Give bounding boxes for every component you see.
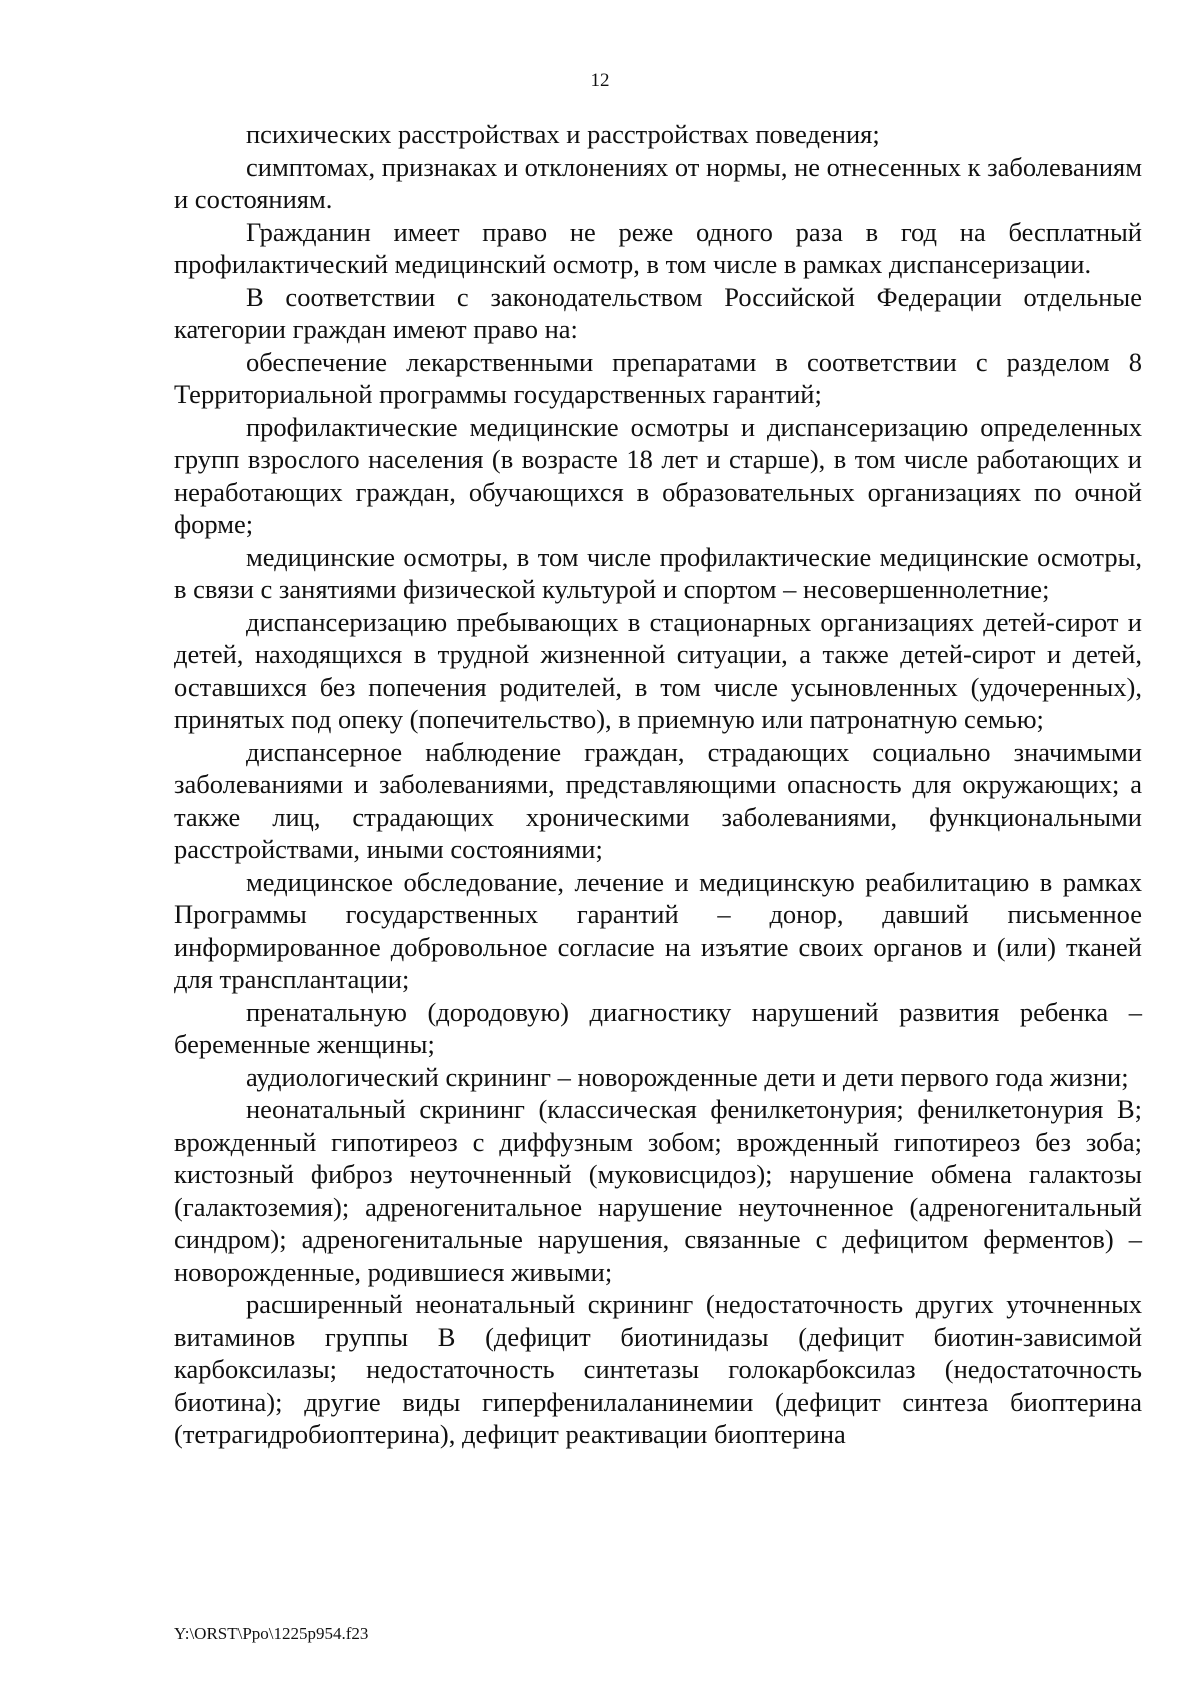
paragraph: аудиологический скрининг – новорожденные дети и дети первого года жизни; bbox=[246, 1061, 1129, 1092]
paragraph: расширенный неонатальный скрининг (недостаточность других уточненных витаминов группы B (дефицит биотинидазы (дефицит биотин-зависимой карбоксилазы; недостаточность синтетазы голокарбоксилаз (недостаточность биотина); другие виды гиперфенилаланинемии (дефицит синтеза биоптерина (тетрагидробиоптерина), дефицит реактивации биоптерина bbox=[174, 1289, 1142, 1449]
paragraph: симптомах, признаках и отклонениях от нормы, не отнесенных к заболеваниям и состояниям. bbox=[174, 151, 1142, 214]
paragraph: медицинское обследование, лечение и медицинскую реабилитацию в рамках Программы государственных гарантий – донор, давший письменное информированное добровольное согласие на изъятие своих органов и (или) тканей для трансплантации; bbox=[174, 866, 1142, 994]
paragraph: медицинские осмотры, в том числе профилактические медицинские осмотры, в связи с занятиями физической культурой и спортом – несовершеннолетние; bbox=[174, 541, 1142, 604]
paragraph: В соответствии с законодательством Российской Федерации отдельные категории граждан имеют право на: bbox=[174, 281, 1142, 344]
paragraph: профилактические медицинские осмотры и диспансеризацию определенных групп взрослого населения (в возрасте 18 лет и старше), в том числе работающих и неработающих граждан, обучающихся в образовательных организациях по очной форме; bbox=[174, 411, 1142, 539]
paragraph: обеспечение лекарственными препаратами в соответствии с разделом 8 Территориальной программы государственных гарантий; bbox=[174, 346, 1142, 409]
page-number: 12 bbox=[590, 70, 610, 91]
paragraph: диспансерное наблюдение граждан, страдающих социально значимыми заболеваниями и заболеваниями, представляющими опасность для окружающих; а также лиц, страдающих хроническими заболеваниями, функциональными расстройствами, иными состояниями; bbox=[174, 736, 1142, 864]
paragraph: неонатальный скрининг (классическая фенилкетонурия; фенилкетонурия B; врожденный гипотиреоз с диффузным зобом; врожденный гипотиреоз без зоба; кистозный фиброз неуточненный (муковисцидоз); нарушение обмена галактозы (галактоземия); адреногенитальное нарушение неуточненное (адреногенитальный синдром); адреногенитальные нарушения, связанные с дефицитом ферментов) – новорожденные, родившиеся живыми; bbox=[174, 1094, 1142, 1287]
paragraph: Гражданин имеет право не реже одного раза в год на бесплатный профилактический медицинский осмотр, в том числе в рамках диспансеризации. bbox=[174, 216, 1142, 279]
file-path-footer: Y:\ORST\Ppo\1225p954.f23 bbox=[174, 1624, 369, 1643]
document-body bbox=[174, 118, 1142, 1451]
paragraph: психических расстройствах и расстройствах поведения; bbox=[246, 119, 880, 149]
paragraph: пренатальную (дородовую) диагностику нарушений развития ребенка – беременные женщины; bbox=[174, 996, 1142, 1059]
paragraph: диспансеризацию пребывающих в стационарных организациях детей-сирот и детей, находящихся в трудной жизненной ситуации, а также детей-сирот и детей, оставшихся без попечения родителей, в том числе усыновленных (удочеренных), принятых под опеку (попечительство), в приемную или патронатную семью; bbox=[174, 606, 1142, 734]
